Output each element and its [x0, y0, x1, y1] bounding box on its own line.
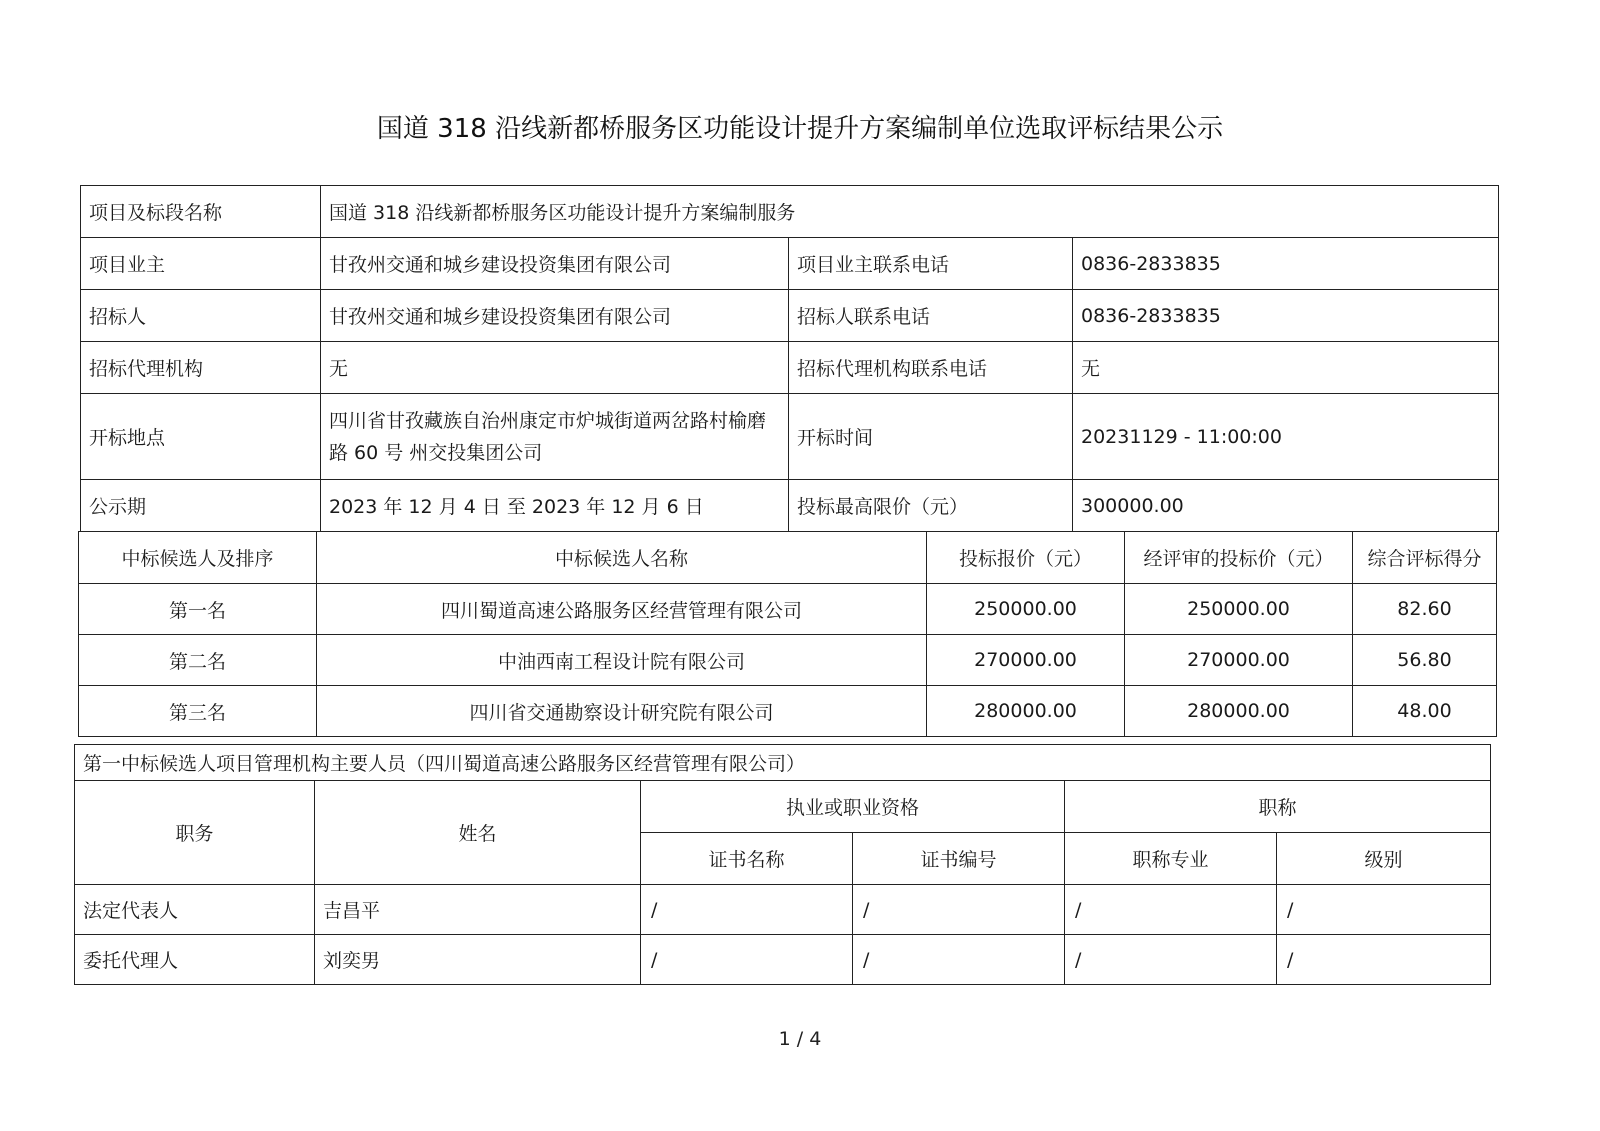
period-label: 公示期	[81, 480, 321, 532]
bid-cell: 270000.00	[927, 635, 1125, 686]
owner-label: 项目业主	[81, 238, 321, 290]
project-info-table	[80, 185, 1499, 532]
tenderer-label: 招标人	[81, 290, 321, 342]
location-value: 四川省甘孜藏族自治州康定市炉城街道两岔路村榆磨路 60 号 州交投集团公司	[321, 394, 789, 480]
header-reviewed: 经评审的投标价（元）	[1125, 532, 1353, 584]
table-row	[79, 584, 1497, 635]
table-row	[81, 290, 1499, 342]
open-time-value: 20231129 - 11:00:00	[1073, 394, 1499, 480]
reviewed-cell: 280000.00	[1125, 686, 1353, 737]
table-row	[75, 935, 1491, 985]
position-cell: 法定代表人	[75, 885, 315, 935]
header-title: 职称	[1065, 781, 1491, 833]
cert-name-cell: /	[641, 935, 853, 985]
tenderer-phone-value: 0836-2833835	[1073, 290, 1499, 342]
bid-cell: 250000.00	[927, 584, 1125, 635]
cert-no-cell: /	[853, 885, 1065, 935]
table-row	[81, 480, 1499, 532]
table-header-row	[79, 532, 1497, 584]
open-time-label: 开标时间	[789, 394, 1073, 480]
owner-phone-value: 0836-2833835	[1073, 238, 1499, 290]
header-score: 综合评标得分	[1353, 532, 1497, 584]
table-header-row	[75, 781, 1491, 833]
header-position: 职务	[75, 781, 315, 885]
owner-phone-label: 项目业主联系电话	[789, 238, 1073, 290]
table-row	[81, 186, 1499, 238]
table-row	[81, 238, 1499, 290]
header-level: 级别	[1277, 833, 1491, 885]
agency-label: 招标代理机构	[81, 342, 321, 394]
staff-section-title: 第一中标候选人项目管理机构主要人员（四川蜀道高速公路服务区经营管理有限公司）	[75, 745, 1491, 781]
person-name-cell: 刘奕男	[315, 935, 641, 985]
header-title-major: 职称专业	[1065, 833, 1277, 885]
agency-phone-label: 招标代理机构联系电话	[789, 342, 1073, 394]
table-row	[81, 342, 1499, 394]
candidate-name-cell: 四川蜀道高速公路服务区经营管理有限公司	[317, 584, 927, 635]
rank-cell: 第二名	[79, 635, 317, 686]
table-row	[79, 635, 1497, 686]
table-row	[79, 686, 1497, 737]
max-price-value: 300000.00	[1073, 480, 1499, 532]
level-cell: /	[1277, 935, 1491, 985]
header-person-name: 姓名	[315, 781, 641, 885]
candidates-table	[78, 531, 1497, 737]
staff-table	[74, 744, 1491, 985]
candidate-name-cell: 四川省交通勘察设计研究院有限公司	[317, 686, 927, 737]
header-cert-no: 证书编号	[853, 833, 1065, 885]
cert-no-cell: /	[853, 935, 1065, 985]
period-value: 2023 年 12 月 4 日 至 2023 年 12 月 6 日	[321, 480, 789, 532]
page-title: 国道 318 沿线新都桥服务区功能设计提升方案编制单位选取评标结果公示	[376, 114, 1224, 144]
bid-cell: 280000.00	[927, 686, 1125, 737]
title-major-cell: /	[1065, 935, 1277, 985]
score-cell: 56.80	[1353, 635, 1497, 686]
candidate-name-cell: 中油西南工程设计院有限公司	[317, 635, 927, 686]
tenderer-value: 甘孜州交通和城乡建设投资集团有限公司	[321, 290, 789, 342]
title-major-cell: /	[1065, 885, 1277, 935]
header-qualification: 执业或职业资格	[641, 781, 1065, 833]
project-value: 国道 318 沿线新都桥服务区功能设计提升方案编制服务	[321, 186, 1499, 238]
score-cell: 48.00	[1353, 686, 1497, 737]
project-label: 项目及标段名称	[81, 186, 321, 238]
reviewed-cell: 250000.00	[1125, 584, 1353, 635]
position-cell: 委托代理人	[75, 935, 315, 985]
owner-value: 甘孜州交通和城乡建设投资集团有限公司	[321, 238, 789, 290]
rank-cell: 第三名	[79, 686, 317, 737]
agency-value: 无	[321, 342, 789, 394]
header-bid: 投标报价（元）	[927, 532, 1125, 584]
rank-cell: 第一名	[79, 584, 317, 635]
cert-name-cell: /	[641, 885, 853, 935]
max-price-label: 投标最高限价（元）	[789, 480, 1073, 532]
tenderer-phone-label: 招标人联系电话	[789, 290, 1073, 342]
header-cert-name: 证书名称	[641, 833, 853, 885]
agency-phone-value: 无	[1073, 342, 1499, 394]
table-row	[75, 885, 1491, 935]
table-row	[75, 745, 1491, 781]
reviewed-cell: 270000.00	[1125, 635, 1353, 686]
level-cell: /	[1277, 885, 1491, 935]
location-label: 开标地点	[81, 394, 321, 480]
header-rank: 中标候选人及排序	[79, 532, 317, 584]
person-name-cell: 吉昌平	[315, 885, 641, 935]
page-number: 1 / 4	[778, 1028, 822, 1050]
header-name: 中标候选人名称	[317, 532, 927, 584]
table-row	[81, 394, 1499, 480]
score-cell: 82.60	[1353, 584, 1497, 635]
